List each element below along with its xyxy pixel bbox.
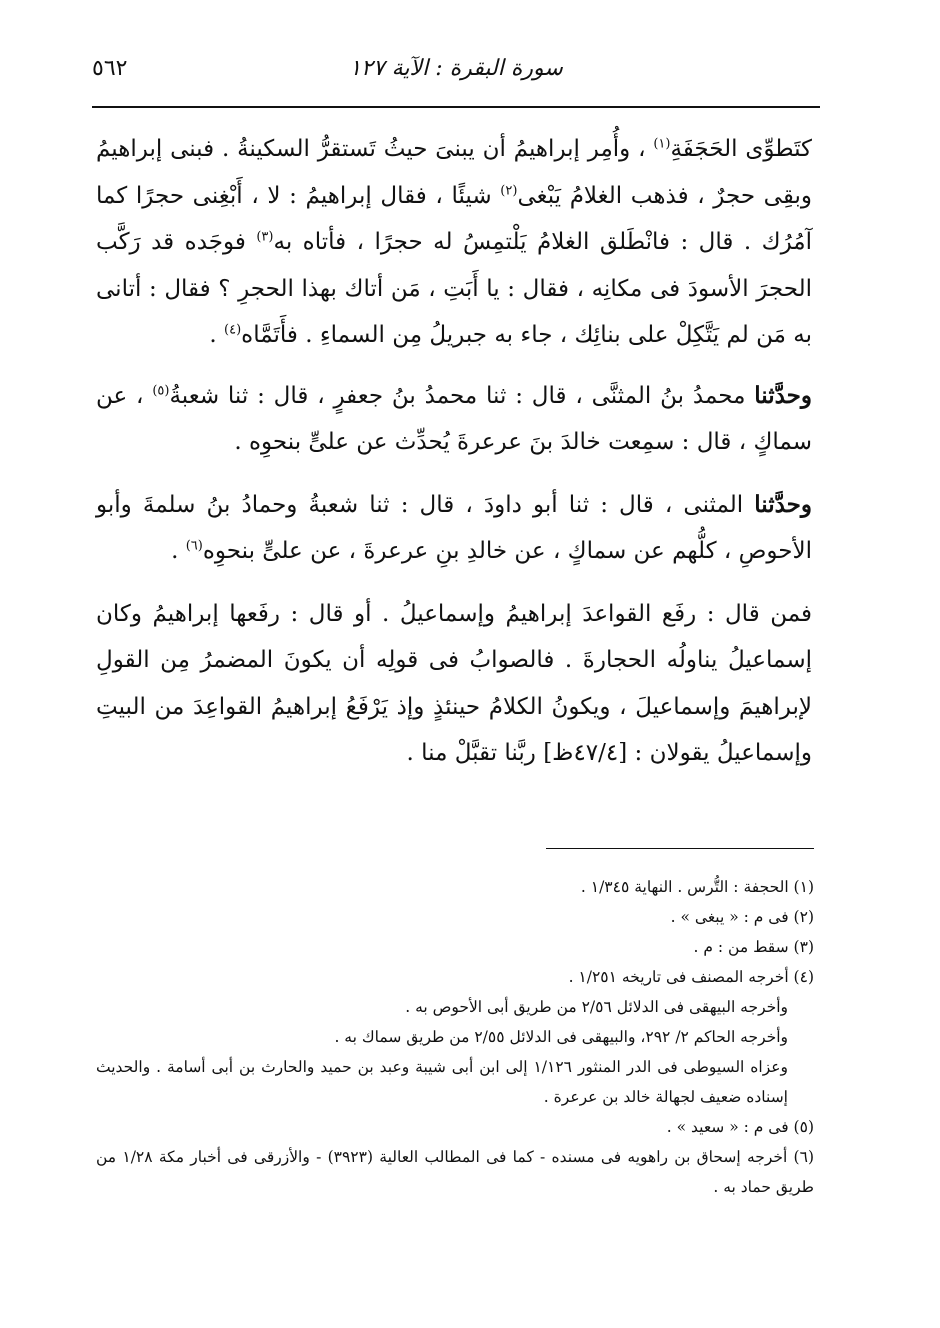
- footnote-separator: [546, 848, 814, 849]
- footnote-ref-6[interactable]: (٦): [185, 538, 203, 554]
- isnad-lead: وحدَّثنا: [754, 381, 812, 409]
- main-text: [96, 126, 812, 793]
- footnote-4-cont: وعزاه السيوطى فى الدر المنثور ١/١٢٦ إلى ابن أبى شيبة وعبد بن حميد والحارث بن أبى أسامة . والحديث إسناده ضعيف لجهالة خالد بن عرعرة .: [96, 1058, 789, 1106]
- footnote-ref-4[interactable]: (٤): [224, 322, 242, 338]
- text-run: .: [171, 538, 186, 564]
- header-rule: [92, 106, 820, 108]
- paragraph-4: [96, 591, 812, 777]
- footnote-3: (٣) سقط من : م .: [693, 938, 814, 956]
- text-run: ، عن سماكٍ ، قال : سمِعت خالدَ بنَ عرعرةَ يُحدِّث عن علىٍّ بنحوِه .: [96, 382, 812, 455]
- footnote-4-cont: وأخرجه البيهقى فى الدلائل ٢/٥٦ من طريق أبى الأحوص به .: [405, 998, 788, 1016]
- footnote-2: (٢) فى م : « يبغى » .: [670, 908, 814, 926]
- text-run: ، وأُمِر إبراهيمُ أن يبنىَ حيثُ تَستقرُّ السكينةُ . فبنى إبراهيمُ وبقِى حجرٌ ، فذهب الغلامُ يَبْغى: [96, 136, 812, 209]
- paragraph-3: [96, 482, 812, 575]
- page-header: [92, 56, 820, 96]
- text-run: المثنى ، قال : ثنا أبو داودَ ، قال : ثنا شعبةُ وحمادُ بنُ سلمةَ وأبو الأحوصِ ، كلُّهم عن سماكٍ ، عن خالدِ بنِ عرعرةَ ، عن علىٍّ بنحوِه: [96, 491, 812, 564]
- manuscript-marker: [٤٧/٤ظ]: [543, 740, 628, 766]
- footnote-ref-3[interactable]: (٣): [256, 229, 274, 245]
- isnad-lead: وحدَّثنا: [754, 490, 812, 518]
- footnote-4: (٤) أخرجه المصنف فى تاريخه ١/٢٥١ .: [568, 968, 814, 986]
- text-run: فمن قال : رفَع القواعدَ إبراهيمُ وإسماعيلُ . أو قال : رفَعها إبراهيمُ وكان إسماعيلُ يناولُه الحجارةَ . فالصوابُ فى قولِه أن يكونَ المضمرُ مِن القولِ لإبراهيمَ وإسماعيلَ ، ويكونُ الكلامُ حينئذٍ وإذ يَرْفَعُ إبراهيمُ القواعِدَ من البيتِ وإسماعيلُ يقولان :: [96, 600, 812, 766]
- footnote-1: (١) الحجفة : التُّرس . النهاية ١/٣٤٥ .: [580, 878, 814, 896]
- text-run: محمدُ بنُ المثنَّى ، قال : ثنا محمدُ بنُ جعفرٍ ، قال : ثنا شعبةُ: [169, 382, 755, 409]
- text-run: ربَّنا تقبَّلْ منا .: [406, 740, 544, 766]
- text-run: كتَطوِّى الحَجَفَةِ: [670, 136, 812, 162]
- footnote-6: (٦) أخرجه إسحاق بن راهويه فى مسنده - كما فى المطالب العالية (٣٩٢٣) - والأزرقى فى أخبار مكة ١/٢٨ من طريق حماد به .: [96, 1148, 814, 1196]
- text-run: .: [209, 322, 225, 348]
- footnote-5: (٥) فى م : « سعيد » .: [666, 1118, 814, 1136]
- footnotes: [96, 872, 814, 1202]
- footnote-ref-2[interactable]: (٢): [500, 182, 518, 198]
- text-run: شيئًا ، فقال إبراهيمُ : لا ، أَبْغِنى حجرًا كما آمُرُك . قال : فانْطَلق الغلامُ يَلْتمِسُ له حجرًا ، فأتاه به: [96, 182, 812, 255]
- footnote-ref-1[interactable]: (١): [653, 136, 671, 152]
- footnote-ref-5[interactable]: (٥): [152, 382, 170, 398]
- running-title: سورة البقرة : الآية ١٢٧: [349, 56, 563, 81]
- text-run: فوجَده قد رَكَّب الحجرَ الأسودَ فى مكانِه ، فقال : يا أَبَتِ ، مَن أتاك بهذا الحجرِ ؟ فقال : أتانى به مَن لم يَتَّكِلْ على بنائِك ، جاء به جبريلُ مِن السماءِ . فأَتَمَّاه: [96, 229, 812, 348]
- paragraph-2: [96, 373, 812, 466]
- footnote-4-cont: وأخرجه الحاكم ٢/ ٢٩٢، والبيهقى فى الدلائل ٢/٥٥ من طريق سماك به .: [334, 1028, 788, 1046]
- paragraph-1: [96, 126, 812, 359]
- page-number: ٥٦٢: [92, 56, 128, 81]
